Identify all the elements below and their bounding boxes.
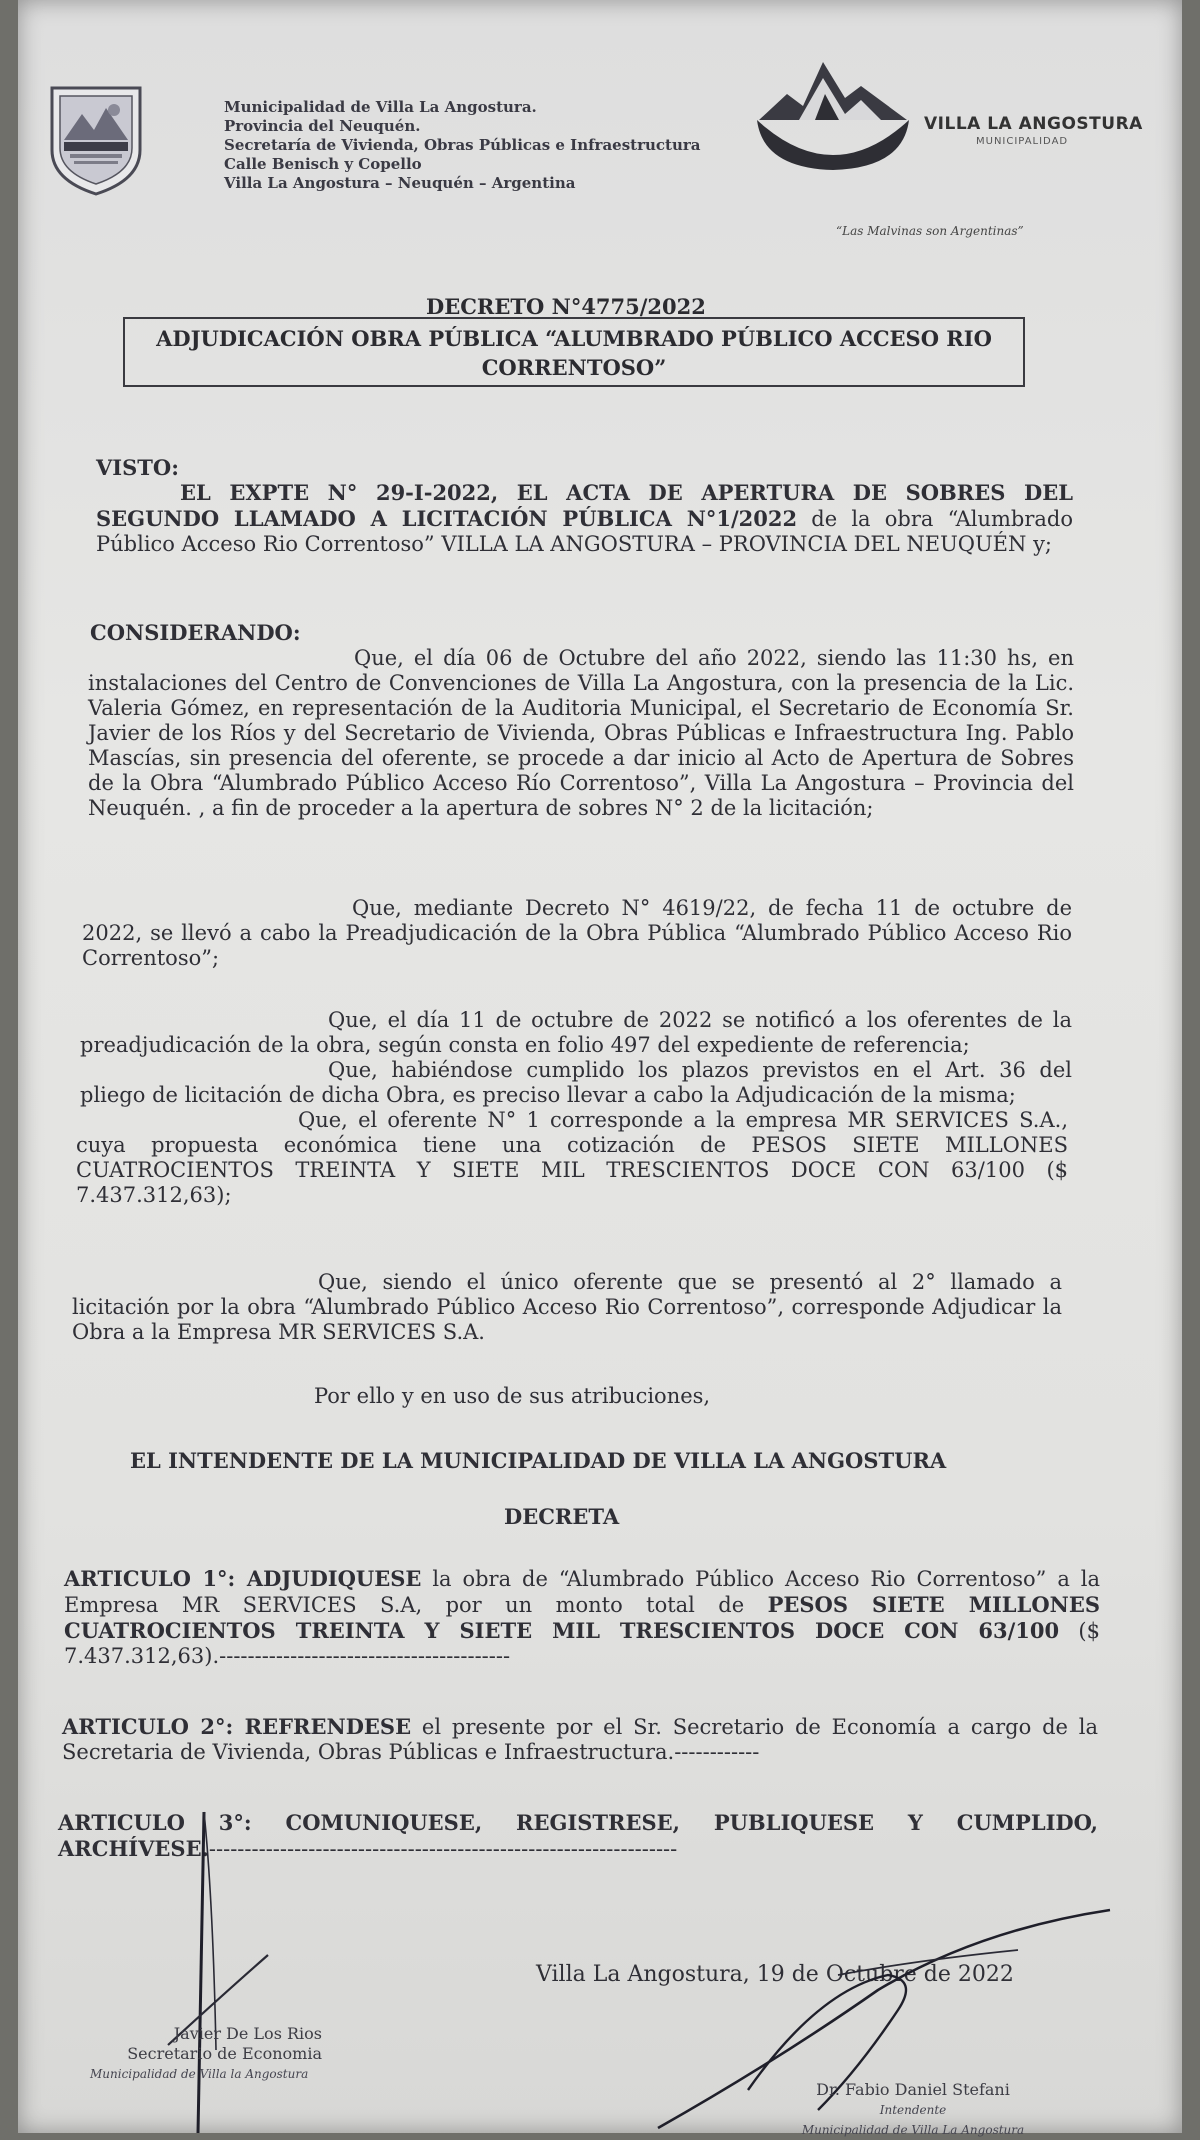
decree-title-line: CORRENTOSO” [481, 355, 667, 380]
considerando-paragraph: Por ello y en uso de sus atribuciones, [314, 1384, 711, 1408]
right-signatory-role: Intendente [879, 2103, 947, 2117]
issuer-line: Calle Benisch y Copello [224, 155, 422, 173]
articulo-1-label: ARTICULO 1°: ADJUDIQUESE [64, 1566, 422, 1591]
decree-title-line: ADJUDICACIÓN OBRA PÚBLICA “ALUMBRADO PÚBLICO ACCESO RIO [156, 326, 992, 351]
considerando-paragraph: Que, siendo el único oferente que se presentó al 2° llamado a licitación por la obra “Alumbrado Público Acceso Rio Correntoso”, corresponde Adjudicar la Obra a la Empresa MR SERVICES S.A. [72, 1270, 1062, 1344]
intendente-heading: EL INTENDENTE DE LA MUNICIPALIDAD DE VILLA LA ANGOSTURA [130, 1448, 947, 1473]
considerando-paragraph: Que, mediante Decreto N° 4619/22, de fecha 11 de octubre de 2022, se llevó a cabo la Preadjudicación de la Obra Pública “Alumbrado Público Acceso Rio Correntoso”; [82, 896, 1072, 970]
motto: “Las Malvinas son Argentinas” [836, 224, 1024, 238]
considerando-paragraph: Que, el día 11 de octubre de 2022 se notificó a los oferentes de la preadjudicación de la obra, según consta en folio 497 del expediente de referencia; [80, 1008, 1072, 1057]
issuer-line: Municipalidad de Villa La Angostura. [224, 98, 537, 116]
left-signatory-block [90, 2024, 322, 2084]
issuer-line: Secretaría de Vivienda, Obras Públicas e Infraestructura [224, 136, 701, 154]
articulo-2-text: el presente por el Sr. Secretario de Economía a cargo de la Secretaria de Vivienda, Obras Públicas e Infraestructura.------------ [62, 1715, 1099, 1764]
articulo-1-amount: ($ 7.437.312,63).----------------------------------------- [64, 1619, 1100, 1668]
considerando-paragraph: Que, habiéndose cumplido los plazos previstos en el Art. 36 del pliego de licitación de dicha Obra, es preciso llevar a cabo la Adjudicación de la misma; [80, 1058, 1072, 1107]
visto-bold-text: EL EXPTE N° 29-I-2022, EL ACTA DE APERTURA DE SOBRES DEL SEGUNDO LLAMADO A LICITACIÓN PÚBLICA N°1/2022 [96, 480, 1073, 531]
left-signatory-org: Municipalidad de Villa la Angostura [90, 2067, 309, 2081]
logo-name: VILLA LA ANGOSTURA [924, 114, 1143, 134]
visto-label: VISTO: [96, 455, 179, 480]
considerando-paragraph: Que, el día 06 de Octubre del año 2022, siendo las 11:30 hs, en instalaciones del Centro de Convenciones de Villa La Angostura, con la presencia de la Lic. Valeria Gómez, en representación de la Auditoria Municipal, el Secretario de Economía Sr. Javier de los Ríos y del Secretario de Vivienda, Obras Públicas e Infraestructura Ing. Pablo Mascías, sin presencia del oferente, se procede a dar inicio al Acto de Apertura de Sobres de la Obra “Alumbrado Público Acceso Río Correntoso”, Villa La Angostura – Provincia del Neuquén. , a fin de proceder a la apertura de sobres N° 2 de la licitación; [88, 646, 1074, 820]
right-signatory-org: Municipalidad de Villa La Angostura [801, 2123, 1025, 2137]
articulo-3-dashes: ------------------------------------------------------------------ [208, 1837, 678, 1861]
right-signatory-block [748, 2080, 1078, 2140]
considerando-paragraph: Que, el oferente N° 1 corresponde a la empresa MR SERVICES S.A., cuya propuesta económica tiene una cotización de PESOS SIETE MILLONES CUATROCIENTOS TREINTA Y SIETE MIL TRESCIENTOS DOCE CON 63/100 ($ 7.437.312,63); [76, 1108, 1068, 1207]
logo-subtitle: MUNICIPALIDAD [976, 136, 1069, 147]
articulo-2-label: ARTICULO 2°: REFRENDESE [62, 1714, 412, 1739]
decree-number: DECRETO N°4775/2022 [426, 294, 706, 319]
place-and-date: Villa La Angostura, 19 de Octubre de 2022 [536, 1962, 1014, 1987]
handwritten-signatures [18, 0, 1182, 2133]
visto-text: de la obra “Alumbrado Público Acceso Rio Correntoso” VILLA LA ANGOSTURA – PROVINCIA DEL NEUQUÉN y; [96, 507, 1073, 556]
left-signatory-name: Javier De Los Rios [173, 2024, 322, 2043]
articulo-1-amount-words: PESOS SIETE MILLONES CUATROCIENTOS TREINTA Y SIETE MIL TRESCIENTOS DOCE CON 63/100 [64, 1592, 1100, 1643]
considerando-label: CONSIDERANDO: [90, 620, 301, 645]
document-page [18, 0, 1182, 2137]
articulo-1-text: la obra de “Alumbrado Público Acceso Rio Correntoso” a la Empresa MR SERVICES S.A, por un monto total de [64, 1567, 1100, 1617]
issuer-line: Provincia del Neuquén. [224, 117, 421, 135]
articulo-3-text: ARTICULO 3°: COMUNIQUESE, REGISTRESE, PUBLIQUESE Y CUMPLIDO, ARCHÍVESE. [58, 1810, 1098, 1861]
issuer-line: Villa La Angostura – Neuquén – Argentina [224, 174, 576, 192]
left-signatory-role: Secretario de Economia [127, 2044, 322, 2063]
right-signatory-name: Dr. Fabio Daniel Stefani [816, 2080, 1010, 2099]
decreta-heading: DECRETA [504, 1504, 620, 1529]
